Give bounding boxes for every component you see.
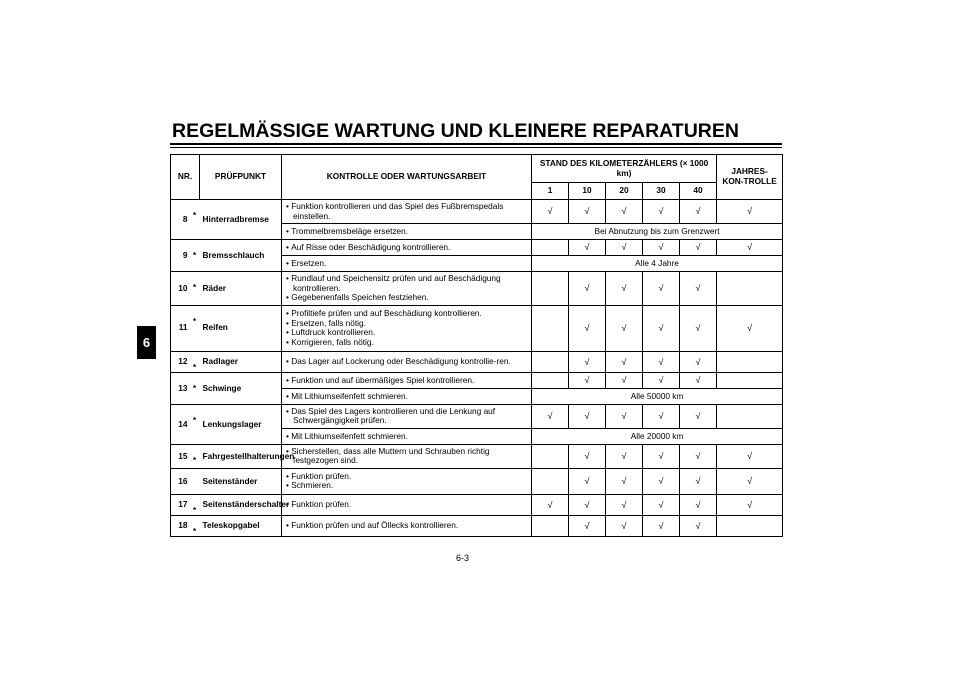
work-step: • Ersetzen. — [286, 259, 528, 269]
dealer-star — [190, 468, 200, 494]
check-mark: √ — [643, 494, 680, 515]
check-mark: √ — [606, 200, 643, 224]
dealer-star: * — [190, 444, 200, 468]
work-step: • Luftdruck kontrollieren. — [286, 328, 528, 338]
table-row — [171, 305, 783, 351]
check-mark: √ — [532, 404, 569, 428]
check-mark: √ — [569, 468, 606, 494]
dealer-star: * — [190, 372, 200, 404]
empty-cell — [532, 516, 569, 537]
check-mark: √ — [606, 372, 643, 388]
check-mark: √ — [680, 240, 717, 256]
empty-cell — [717, 372, 783, 388]
check-mark: √ — [717, 468, 783, 494]
row-number: 11 — [171, 305, 190, 351]
work-step: • Funktion prüfen und auf Öllecks kontrollieren. — [286, 521, 528, 531]
check-mark: √ — [680, 372, 717, 388]
row-number: 12 — [171, 351, 190, 372]
work-step: • Funktion prüfen. — [286, 500, 528, 510]
work-description — [282, 388, 532, 404]
empty-cell — [717, 404, 783, 428]
work-description — [282, 351, 532, 372]
row-number: 17 — [171, 494, 190, 515]
dealer-star: * — [190, 240, 200, 272]
header-km-20: 20 — [606, 183, 643, 200]
dealer-star: * — [190, 272, 200, 306]
check-mark: √ — [680, 272, 717, 306]
work-step: • Ersetzen, falls nötig. — [286, 319, 528, 329]
check-mark: √ — [643, 444, 680, 468]
check-mark: √ — [680, 200, 717, 224]
check-mark: √ — [606, 305, 643, 351]
empty-cell — [717, 351, 783, 372]
work-description — [282, 256, 532, 272]
header-km-30: 30 — [643, 183, 680, 200]
table-row — [171, 494, 783, 515]
work-step: • Das Lager auf Lockerung oder Beschädigung kontrollie-ren. — [286, 357, 528, 367]
header-work: KONTROLLE ODER WARTUNGSARBEIT — [282, 155, 532, 200]
header-km-1: 1 — [532, 183, 569, 200]
work-step: • Funktion kontrollieren und das Spiel des Fußbremspedals einstellen. — [286, 202, 528, 221]
row-number: 15 — [171, 444, 190, 468]
check-mark: √ — [717, 240, 783, 256]
work-step: • Mit Lithiumseifenfett schmieren. — [286, 392, 528, 402]
work-description — [282, 200, 532, 224]
check-mark: √ — [606, 404, 643, 428]
maintenance-table — [170, 154, 783, 537]
check-mark: √ — [717, 200, 783, 224]
check-mark: √ — [606, 444, 643, 468]
header-annual: JAHRES-KON-TROLLE — [717, 155, 783, 200]
work-step: • Profiltiefe prüfen und auf Beschädiung kontrollieren. — [286, 309, 528, 319]
check-mark: √ — [606, 516, 643, 537]
check-mark: √ — [643, 372, 680, 388]
check-mark: √ — [569, 404, 606, 428]
table-row — [171, 200, 783, 224]
work-description — [282, 240, 532, 256]
row-number: 8 — [171, 200, 190, 240]
check-mark: √ — [569, 305, 606, 351]
row-number: 10 — [171, 272, 190, 306]
work-step: • Rundlauf und Speichensitz prüfen und auf Beschädigung kontrollieren. — [286, 274, 528, 293]
check-mark: √ — [680, 444, 717, 468]
interval-note: Alle 50000 km — [532, 388, 783, 404]
work-description — [282, 404, 532, 428]
check-mark: √ — [606, 272, 643, 306]
work-step: • Funktion prüfen. — [286, 472, 528, 482]
empty-cell — [532, 372, 569, 388]
empty-cell — [532, 351, 569, 372]
check-mark: √ — [569, 240, 606, 256]
check-item: Seitenständer — [200, 468, 282, 494]
work-step: • Sicherstellen, dass alle Muttern und Schrauben richtig festgezogen sind. — [286, 447, 528, 466]
check-mark: √ — [569, 272, 606, 306]
check-mark: √ — [606, 494, 643, 515]
dealer-star: * — [190, 516, 200, 537]
check-mark: √ — [643, 200, 680, 224]
check-item: Bremsschlauch — [200, 240, 282, 272]
check-mark: √ — [569, 494, 606, 515]
work-description — [282, 494, 532, 515]
check-mark: √ — [643, 468, 680, 494]
header-item: PRÜFPUNKT — [200, 155, 282, 200]
check-mark: √ — [532, 200, 569, 224]
header-km-10: 10 — [569, 183, 606, 200]
table-row — [171, 468, 783, 494]
check-mark: √ — [643, 272, 680, 306]
check-item: Räder — [200, 272, 282, 306]
dealer-star: * — [190, 351, 200, 372]
check-item: Seitenständerschalter — [200, 494, 282, 515]
work-step: • Das Spiel des Lagers kontrollieren und die Lenkung auf Schwergängigkeit prüfen. — [286, 407, 528, 426]
table-row — [171, 272, 783, 306]
work-step: • Funktion und auf übermäßiges Spiel kontrollieren. — [286, 376, 528, 386]
work-description — [282, 444, 532, 468]
work-description — [282, 305, 532, 351]
empty-cell — [532, 240, 569, 256]
table-row — [171, 351, 783, 372]
page-title: REGELMÄSSIGE WARTUNG UND KLEINERE REPARATUREN — [172, 120, 739, 142]
check-mark: √ — [643, 305, 680, 351]
check-mark: √ — [680, 404, 717, 428]
check-mark: √ — [680, 516, 717, 537]
work-description — [282, 468, 532, 494]
check-mark: √ — [569, 372, 606, 388]
empty-cell — [717, 272, 783, 306]
empty-cell — [717, 516, 783, 537]
empty-cell — [532, 305, 569, 351]
check-mark: √ — [569, 444, 606, 468]
check-mark: √ — [643, 240, 680, 256]
check-mark: √ — [680, 468, 717, 494]
check-mark: √ — [643, 351, 680, 372]
check-mark: √ — [680, 351, 717, 372]
table-row — [171, 404, 783, 428]
check-item: Hinterradbremse — [200, 200, 282, 240]
title-rule — [170, 143, 782, 145]
check-mark: √ — [606, 351, 643, 372]
empty-cell — [532, 272, 569, 306]
check-mark: √ — [532, 494, 569, 515]
check-item: Teleskopgabel — [200, 516, 282, 537]
check-item: Lenkungslager — [200, 404, 282, 444]
dealer-star: * — [190, 404, 200, 444]
empty-cell — [532, 444, 569, 468]
check-mark: √ — [606, 240, 643, 256]
interval-note: Bei Abnutzung bis zum Grenzwert — [532, 224, 783, 240]
check-mark: √ — [569, 516, 606, 537]
row-number: 18 — [171, 516, 190, 537]
chapter-tab: 6 — [137, 326, 156, 359]
work-description — [282, 428, 532, 444]
check-mark: √ — [680, 494, 717, 515]
work-description — [282, 272, 532, 306]
header-nr: NR. — [171, 155, 200, 200]
check-mark: √ — [680, 305, 717, 351]
check-mark: √ — [717, 444, 783, 468]
row-number: 14 — [171, 404, 190, 444]
check-item: Schwinge — [200, 372, 282, 404]
row-number: 9 — [171, 240, 190, 272]
table-row — [171, 516, 783, 537]
check-item: Radlager — [200, 351, 282, 372]
work-step: • Schmieren. — [286, 481, 528, 491]
check-item: Fahrgestellhalterungen — [200, 444, 282, 468]
table-row — [171, 372, 783, 388]
check-mark: √ — [717, 494, 783, 515]
work-description — [282, 224, 532, 240]
work-step: • Mit Lithiumseifenfett schmieren. — [286, 432, 528, 442]
title-rule-thin — [170, 147, 782, 148]
dealer-star: * — [190, 494, 200, 515]
empty-cell — [532, 468, 569, 494]
check-mark: √ — [569, 200, 606, 224]
work-description — [282, 372, 532, 388]
interval-note: Alle 4 Jahre — [532, 256, 783, 272]
work-step: • Korrigieren, falls nötig. — [286, 338, 528, 348]
table-row — [171, 240, 783, 256]
check-mark: √ — [643, 516, 680, 537]
work-step: • Auf Risse oder Beschädigung kontrollieren. — [286, 243, 528, 253]
work-step: • Trommelbremsbeläge ersetzen. — [286, 227, 528, 237]
page-number: 6-3 — [456, 553, 470, 563]
check-mark: √ — [606, 468, 643, 494]
check-mark: √ — [643, 404, 680, 428]
work-step: • Gegebenenfalls Speichen festziehen. — [286, 293, 528, 303]
check-item: Reifen — [200, 305, 282, 351]
row-number: 16 — [171, 468, 190, 494]
table-row — [171, 444, 783, 468]
dealer-star: * — [190, 305, 200, 351]
dealer-star: * — [190, 200, 200, 240]
row-number: 13 — [171, 372, 190, 404]
check-mark: √ — [717, 305, 783, 351]
interval-note: Alle 20000 km — [532, 428, 783, 444]
header-odometer: STAND DES KILOMETERZÄHLERS (× 1000 km) — [532, 155, 717, 183]
check-mark: √ — [569, 351, 606, 372]
work-description — [282, 516, 532, 537]
header-km-40: 40 — [680, 183, 717, 200]
